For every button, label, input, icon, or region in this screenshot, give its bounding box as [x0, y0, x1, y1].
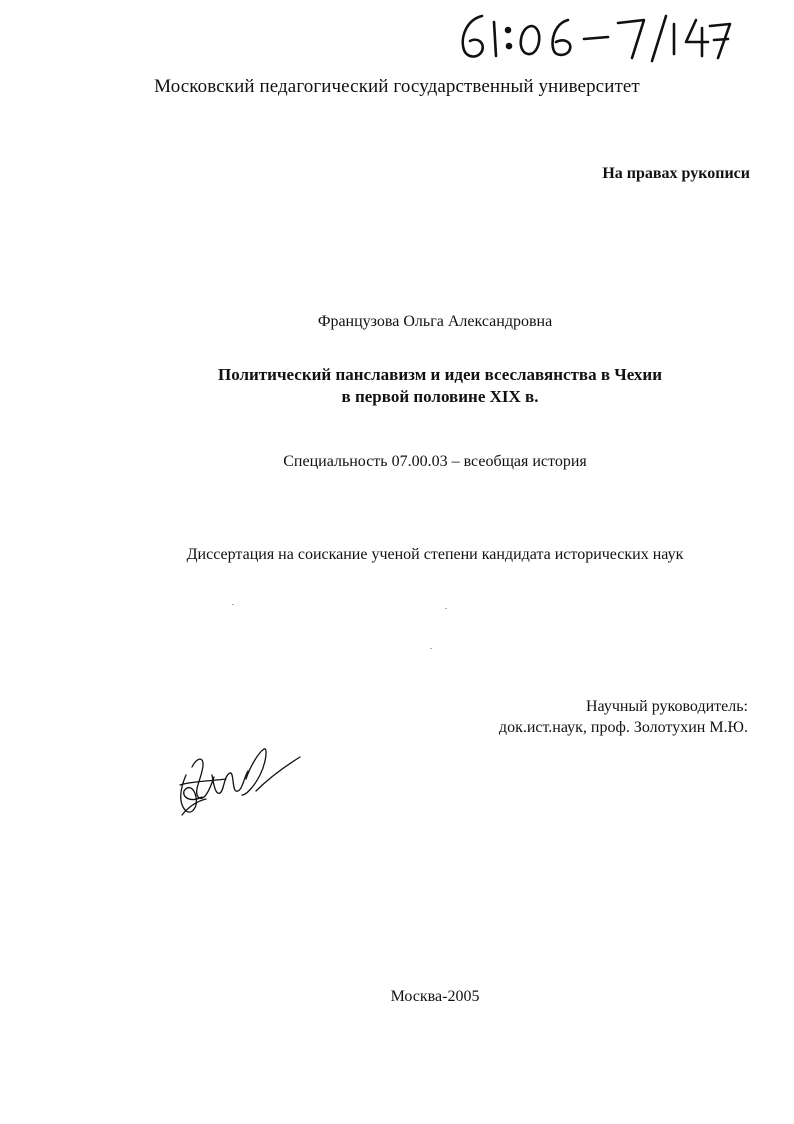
scan-speck: [232, 604, 234, 605]
signature-stroke-5: [256, 757, 300, 791]
hw-digit-7b: [710, 24, 730, 58]
hw-digit-6: [463, 16, 483, 57]
dissertation-title: [0, 364, 794, 408]
signature-stroke-4: [242, 749, 266, 795]
specialty: Специальность 07.00.03 – всеобщая история: [283, 453, 587, 470]
hw-digit-6b: [553, 20, 571, 55]
hw-colon-bottom: [507, 44, 511, 48]
hw-colon-top: [506, 28, 510, 32]
author-name: Французова Ольга Александровна: [317, 313, 553, 330]
supervisor-name: док.ист.наук, проф. Золотухин М.Ю.: [498, 719, 748, 736]
hw-digit-1: [494, 22, 496, 56]
scan-speck: [430, 648, 432, 649]
hw-digit-7: [618, 20, 644, 58]
hw-digit-4: [686, 20, 708, 56]
city-year: Москва-2005: [390, 988, 480, 1005]
hw-digit-0: [521, 26, 539, 54]
manuscript-rights: На правах рукописи: [602, 165, 750, 182]
handwritten-archive-code: [452, 6, 732, 66]
university-name: Московский педагогический государственный университет: [154, 76, 640, 97]
hw-slash: [652, 16, 666, 61]
title-line-1: Политический панславизм и идеи всеславянства в Чехии: [217, 365, 663, 384]
hw-dash: [584, 37, 608, 39]
supervisor-block: [499, 696, 748, 738]
title-line-2: в первой половине XIX в.: [341, 387, 539, 406]
dissertation-degree: Диссертация на соискание ученой степени кандидата исторических наук: [186, 546, 684, 563]
signature-stroke-6: [180, 779, 226, 785]
signature-stroke-3: [212, 771, 248, 793]
scan-speck: [445, 608, 447, 609]
author-signature: [172, 745, 304, 825]
signature-stroke-7: [182, 799, 206, 815]
supervisor-label: Научный руководитель:: [585, 698, 748, 715]
